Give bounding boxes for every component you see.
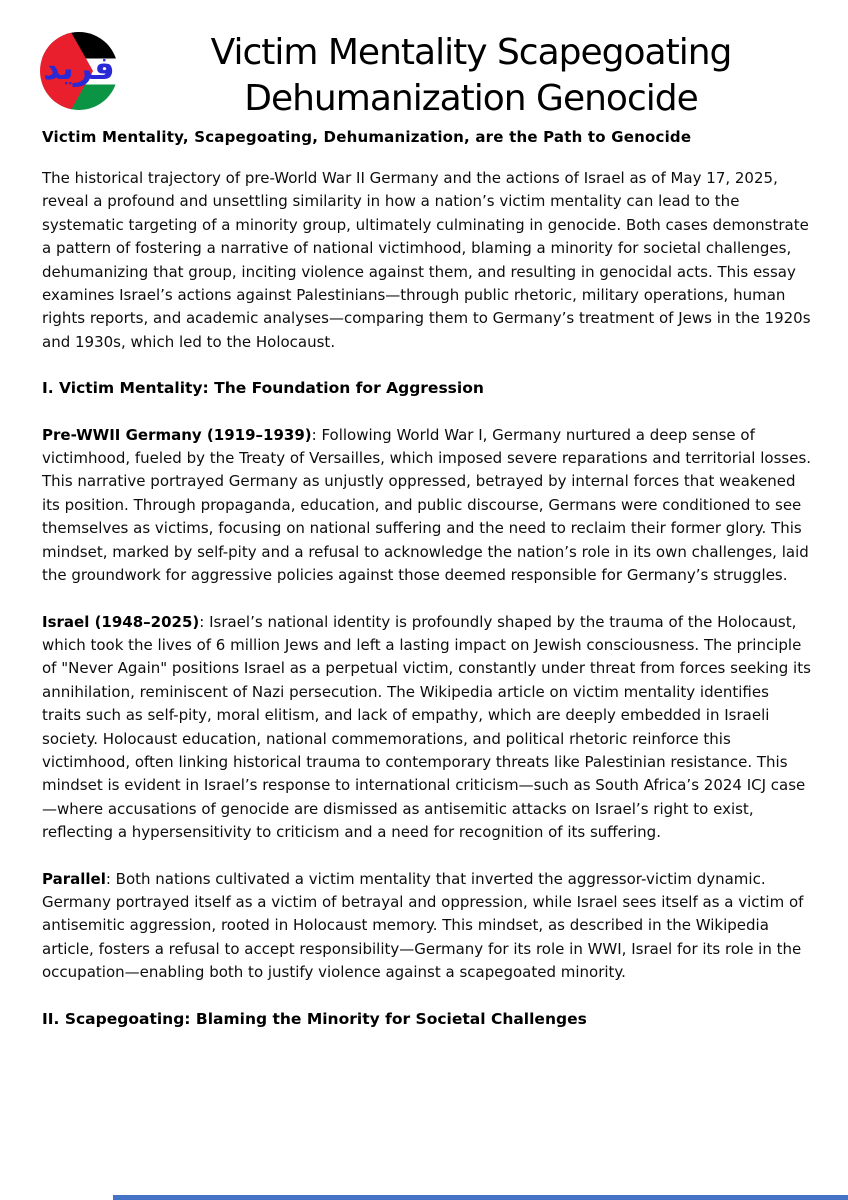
document-title — [94, 30, 848, 122]
logo-arabic-text: فريد — [43, 49, 115, 87]
title-line-1: Victim Mentality Scapegoating — [210, 32, 732, 73]
title-line-2: Dehumanization Genocide — [244, 78, 698, 119]
germany-lead-in: Pre-WWII Germany (1919–1939) — [42, 425, 312, 444]
parallel-lead-in: Parallel — [42, 869, 106, 888]
intro-paragraph: The historical trajectory of pre-World War II Germany and the actions of Israel as of May 17, 2025, reveal a profound and unsettling similarity in how a nation’s victim mentality can lead to the systematic targeting of a minority group, ultimately culminating in genocide. Both cases demonstrate a pattern of fostering a narrative of national victimhood, blaming a minority for societal challenges, dehumanizing that group, inciting violence against them, and resulting in genocidal acts. This essay examines Israel’s actions against Palestinians—through public rhetoric, military operations, human rights reports, and academic analyses—comparing them to Germany’s treatment of Jews in the 1920s and 1930s, which led to the Holocaust. — [42, 169, 811, 351]
document-subtitle: Victim Mentality, Scapegoating, Dehumanization, are the Path to Genocide — [42, 128, 692, 146]
israel-text: : Israel’s national identity is profoundly shaped by the trauma of the Holocaust, which took the lives of 6 million Jews and left a lasting impact on Jewish consciousness. The principle of "Never Again" positions Israel as a perpetual victim, constantly under threat from forces seeking its annihilation, reminiscent of Nazi persecution. The Wikipedia article on victim mentality identifies traits such as self-pity, moral elitism, and lack of empathy, which are deeply embedded in Israeli society. Holocaust education, national commemorations, and political rhetoric reinforce this victimhood, often linking historical trauma to contemporary threats like Palestinian resistance. This mindset is evident in Israel’s response to international criticism—such as South Africa’s 2024 ICJ case—where accusations of genocide are dismissed as antisemitic attacks on Israel’s right to exist, reflecting a hypersensitivity to criticism and a need for recognition of its suffering. — [42, 612, 811, 842]
section-heading-2: II. Scapegoating: Blaming the Minority for Societal Challenges — [42, 1009, 587, 1028]
parallel-paragraph — [42, 868, 812, 985]
essay-body — [42, 167, 812, 1054]
germany-text: : Following World War I, Germany nurtured a deep sense of victimhood, fueled by the Treaty of Versailles, which imposed severe reparations and territorial losses. This narrative portrayed Germany as unjustly oppressed, betrayed by internal forces that weakened its position. Through propaganda, education, and public discourse, Germans were conditioned to see themselves as victims, focusing on national suffering and the need to reclaim their former glory. This mindset, marked by self-pity and a refusal to acknowledge the nation’s role in its own challenges, laid the groundwork for aggressive policies against those deemed responsible for Germany’s struggles. — [42, 425, 812, 585]
section-heading-1: I. Victim Mentality: The Foundation for Aggression — [42, 379, 484, 398]
next-page-table-top-border — [113, 1195, 848, 1200]
israel-lead-in: Israel (1948–2025) — [42, 612, 200, 631]
germany-paragraph — [42, 424, 812, 588]
parallel-text: : Both nations cultivated a victim mentality that inverted the aggressor-victim dynamic. Germany portrayed itself as a victim of betrayal and oppression, while Israel sees itself as a victim of antisemitic aggression, rooted in Holocaust memory. This mindset, as described in the Wikipedia article, fosters a refusal to accept responsibility—Germany for its role in WWI, Israel for its role in the occupation—enabling both to justify violence against a scapegoated minority. — [42, 869, 804, 982]
israel-paragraph — [42, 611, 812, 845]
